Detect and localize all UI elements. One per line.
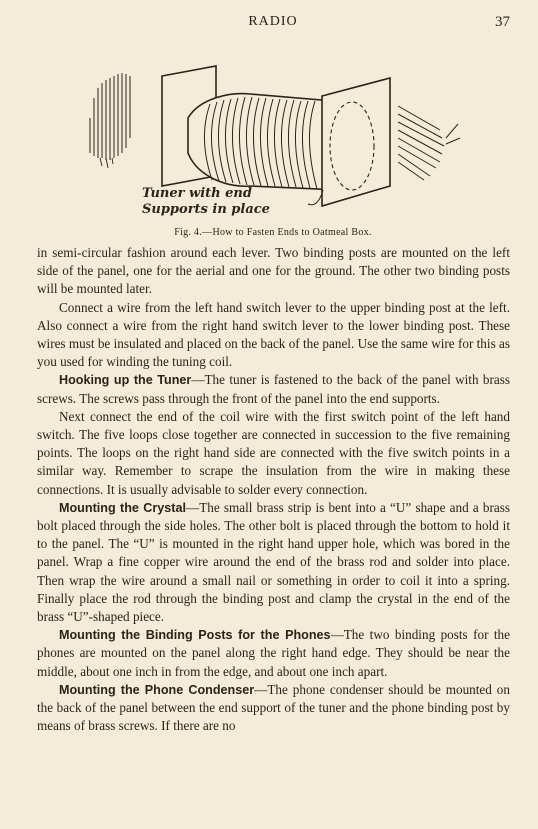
paragraph: Mounting the Phone Condenser—The phone condenser should be mounted on the back of the panel between the end support of the tuner and the phone binding post by means of brass screws. If there are no	[37, 681, 510, 734]
handwritten-label-line-2: Supports in place	[142, 202, 270, 217]
right-hatching	[398, 106, 460, 180]
body-text	[37, 244, 510, 735]
section-subheading: Mounting the Crystal	[59, 500, 186, 515]
paragraph: in semi-circular fashion around each lever. Two binding posts are mounted on the left side of the panel, one for the aerial and one for the ground. The other two binding posts will be mounted later.	[37, 245, 510, 297]
section-subheading: Hooking up the Tuner	[59, 373, 192, 388]
paragraph: Connect a wire from the left hand switch lever to the upper binding post at the left. Also connect a wire from the right hand switch lever to the lower binding post. These wires must be insulated and placed on the back of the panel. Use the same wire for this as you used for winding the tuning coil.	[37, 299, 510, 370]
running-head: RADIO	[248, 14, 298, 29]
figure-caption: Fig. 4.—How to Fasten Ends to Oatmeal Box.	[174, 227, 372, 238]
paragraph: Mounting the Binding Posts for the Phones—The two binding posts for the phones are mounted on the panel along the right hand edge. They should be near the middle, about one inch in from the edge, and about one inch apart.	[37, 627, 511, 679]
page-number: 37	[495, 14, 510, 30]
section-subheading: Mounting the Binding Posts for the Phones	[59, 628, 331, 643]
paragraph: Mounting the Crystal—The small brass strip is bent into a “U” shape and a brass bolt placed through the side holes. The other bolt is placed through the bottom to hold it to the panel. The “U” is mounted in the right hand upper hole, which was bored in the panel. Wrap a fine copper wire around the end of the brass rod and solder into place. Then wrap the wire around a small nail or something in order to coil it into a spring. Finally place the rod through the binding post and clamp the crystal in the end of the brass “U”-shaped piece.	[37, 499, 510, 625]
section-subheading: Mounting the Phone Condenser	[59, 682, 255, 697]
handwritten-label-line-1: Tuner with end	[142, 186, 252, 201]
left-hatching	[90, 73, 130, 160]
page-header	[36, 14, 510, 34]
paragraph: Hooking up the Tuner—The tuner is fastened to the back of the panel with brass screws. The screws pass through the front of the panel into the end supports.	[37, 372, 510, 406]
label-leader-line	[308, 190, 323, 205]
figure-tuner-illustration	[80, 58, 480, 228]
left-shadow-hatching	[100, 158, 113, 168]
right-end-support	[322, 78, 390, 206]
paragraph: Next connect the end of the coil wire with the first switch point of the left hand switch. The five loops close together are connected in succession to the five remaining points. The loops on the right hand side are connected with the five switch points in a similar way. Remember to scrape the insulation from the wire in making these connections. It is usually advisable to solder every connection.	[37, 408, 510, 497]
